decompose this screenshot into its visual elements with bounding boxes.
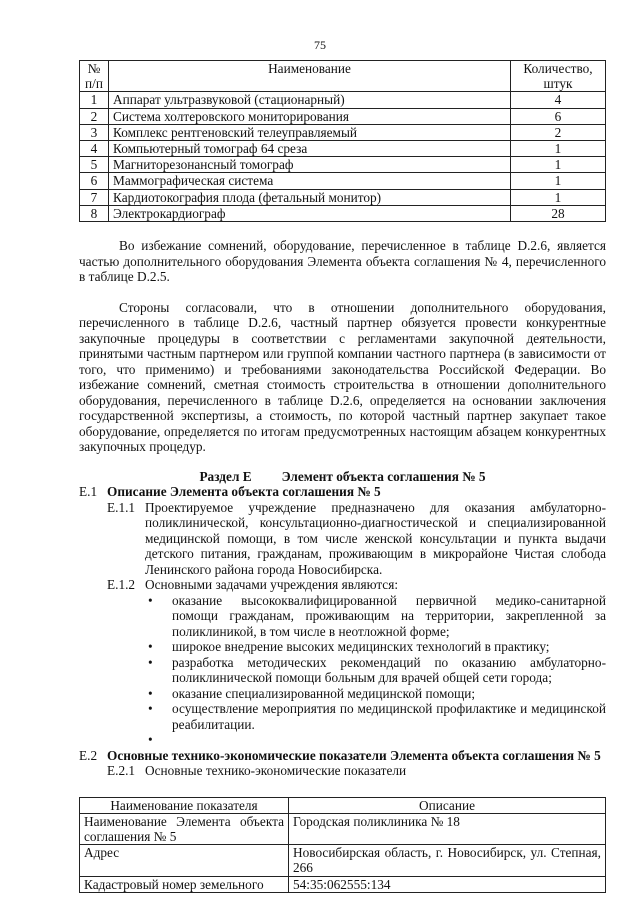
header-indicator: Наименование показателя	[80, 797, 289, 813]
bullet-icon: •	[148, 732, 153, 748]
row-quantity: 28	[511, 205, 606, 221]
table-row	[80, 205, 606, 221]
list-item	[148, 701, 606, 732]
row-number: 8	[80, 205, 109, 221]
table-header-row	[80, 61, 606, 92]
clause-e21	[79, 763, 606, 779]
list-item	[148, 686, 606, 702]
row-number: 7	[80, 189, 109, 205]
row-name: Электрокардиограф	[109, 205, 511, 221]
document-page	[79, 0, 606, 913]
row-number: 1	[80, 92, 109, 108]
bullet-icon: •	[148, 701, 153, 717]
bullet-icon: •	[148, 639, 153, 655]
bullet-text: оказание высококвалифицированной первичной медико-санитарной помощи гражданам, проживающим на территории, закрепленной за поликлиникой, в том числе в неотложной форме;	[172, 592, 606, 639]
row-number: 6	[80, 173, 109, 189]
indicators-table	[79, 797, 606, 893]
bullet-list	[79, 593, 606, 748]
row-number: 2	[80, 108, 109, 124]
list-item	[148, 655, 606, 686]
list-item	[148, 639, 606, 655]
section-label: Раздел E	[199, 468, 252, 484]
page-number: 75	[314, 38, 326, 52]
table-header-row	[80, 797, 606, 813]
bullet-icon: •	[148, 685, 153, 701]
table-row	[80, 813, 606, 844]
paragraph: Стороны согласовали, что в отношении дополнительного оборудования, перечисленного в таблице D.2.6, частный партнер обязуется провести конкурентные закупочные процедуры в соответствии с регламентами закупочной деятельности, принятыми частным партнером или группой компании частного партнера (в зависимости от того, что применимо) и требованиями законодательства Российской Федерации. Во избежание сомнений, сметная стоимость строительства в отношении дополнительного оборудования, перечисленного в таблице D.2.6, определяется на основании заключения государственной экспертизы, а стоимость, по которой частный партнер закупает такое оборудование, определяется по итогам предусмотренных настоящим абзацем конкурентных закупочных процедур.	[79, 299, 606, 455]
row-name: Комплекс рентгеновский телеуправляемый	[109, 124, 511, 140]
header-number: № п/п	[80, 61, 109, 92]
bullet-text: широкое внедрение высоких медицинских технологий в практику;	[172, 639, 550, 655]
row-name: Компьютерный томограф 64 среза	[109, 141, 511, 157]
table-row	[80, 108, 606, 124]
list-item	[148, 593, 606, 640]
row-indicator: Адрес	[80, 845, 289, 876]
clause-number: E.1.2	[107, 577, 136, 593]
paragraph: Во избежание сомнений, оборудование, перечисленное в таблице D.2.6, является частью дополнительного оборудования Элемента объекта соглашения № 4, перечисленного в таблице D.2.5.	[79, 238, 606, 285]
row-name: Маммографическая система	[109, 173, 511, 189]
bullet-text: осуществление мероприятия по медицинской профилактике и медицинской реабилитации.	[172, 701, 606, 732]
heading-number: E.2	[79, 747, 98, 763]
row-description: Городская поликлиника № 18	[289, 813, 606, 844]
row-number: 3	[80, 124, 109, 140]
header-name: Наименование	[109, 61, 511, 92]
header-quantity: Количество, штук	[511, 61, 606, 92]
clause-e12	[79, 577, 606, 593]
section-heading	[79, 469, 606, 485]
list-item	[148, 732, 606, 748]
table-row	[80, 845, 606, 876]
table-row	[80, 173, 606, 189]
row-description: Новосибирская область, г. Новосибирск, ул. Степная, 266	[289, 845, 606, 876]
row-indicator: Кадастровый номер земельного	[80, 876, 289, 892]
table-row	[80, 876, 606, 892]
equipment-table	[79, 60, 606, 222]
table-row	[80, 92, 606, 108]
row-number: 4	[80, 141, 109, 157]
row-name: Система холтеровского мониторирования	[109, 108, 511, 124]
row-name: Магниторезонансный томограф	[109, 157, 511, 173]
row-quantity: 2	[511, 124, 606, 140]
row-quantity: 6	[511, 108, 606, 124]
heading-number: E.1	[79, 484, 98, 500]
heading-e2	[79, 748, 606, 764]
table-row	[80, 189, 606, 205]
clause-number: E.1.1	[107, 499, 136, 515]
heading-title: Основные технико-экономические показатели Элемента объекта соглашения № 5	[107, 747, 601, 763]
row-quantity: 1	[511, 157, 606, 173]
bullet-icon: •	[148, 592, 153, 608]
table-row	[80, 157, 606, 173]
table-row	[80, 124, 606, 140]
heading-title: Описание Элемента объекта соглашения № 5	[107, 484, 381, 500]
row-quantity: 4	[511, 92, 606, 108]
row-name: Аппарат ультразвуковой (стационарный)	[109, 92, 511, 108]
clause-text: Проектируемое учреждение предназначено для оказания амбулаторно-поликлинической, консультационно-диагностической и специализированной медицинской помощи, в том числе женской консультации и пункта выдачи детского питания, гражданам, проживающим в микрорайоне Чистая слобода Ленинского района города Новосибирска.	[145, 499, 606, 577]
row-quantity: 1	[511, 189, 606, 205]
heading-e1	[79, 484, 606, 500]
bullet-icon: •	[148, 654, 153, 670]
row-number: 5	[80, 157, 109, 173]
clause-text: Основными задачами учреждения являются:	[145, 577, 399, 593]
row-description: 54:35:062555:134	[289, 876, 606, 892]
bullet-text: оказание специализированной медицинской помощи;	[172, 685, 476, 701]
clause-number: E.2.1	[107, 763, 136, 779]
row-indicator: Наименование Элемента объекта соглашения № 5	[80, 813, 289, 844]
table-row	[80, 141, 606, 157]
clause-e11	[79, 500, 606, 578]
section-title: Элемент объекта соглашения № 5	[281, 468, 486, 484]
bullet-text: разработка методических рекомендаций по оказанию амбулаторно-поликлинической помощи больным для врачей общей сети города;	[172, 654, 606, 686]
clause-text: Основные технико-экономические показатели	[145, 763, 407, 779]
row-quantity: 1	[511, 173, 606, 189]
row-name: Кардиотокография плода (фетальный монитор)	[109, 189, 511, 205]
row-quantity: 1	[511, 141, 606, 157]
header-description: Описание	[289, 797, 606, 813]
